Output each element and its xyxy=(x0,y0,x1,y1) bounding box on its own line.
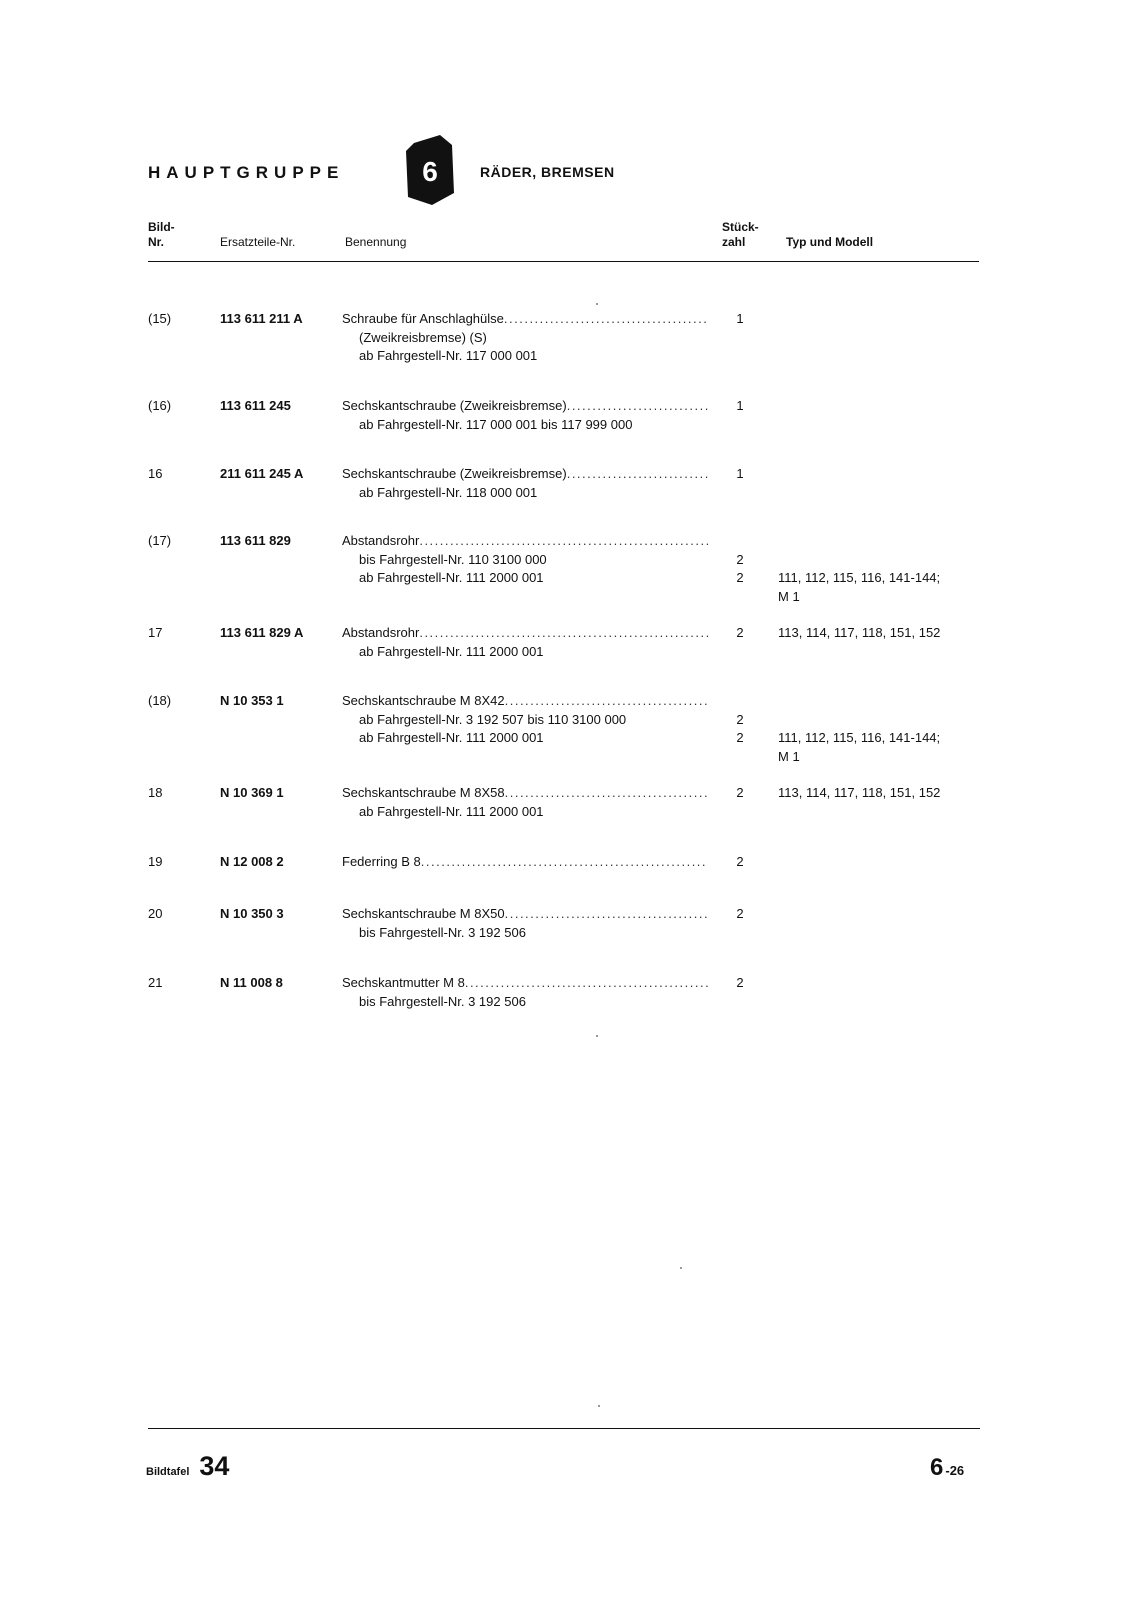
part-quantity xyxy=(730,784,750,803)
part-quantity xyxy=(730,397,750,416)
part-remark: bis Fahrgestell-Nr. 3 192 506 xyxy=(359,924,526,940)
leader-dots xyxy=(504,310,708,329)
part-bild-nr: 17 xyxy=(148,625,163,640)
part-quantity xyxy=(730,465,750,484)
part-number: 113 611 245 xyxy=(220,398,291,413)
part-number: N 11 008 8 xyxy=(220,975,283,990)
part-quantity xyxy=(730,624,750,643)
section-title: RÄDER, BREMSEN xyxy=(480,164,615,180)
leader-dots xyxy=(505,784,708,803)
part-description xyxy=(342,397,862,434)
col-typ-header: Typ und Modell xyxy=(786,235,874,249)
quantity-value: 1 xyxy=(736,466,744,481)
part-bild-nr: (15) xyxy=(148,311,172,326)
part-name: Federring B 8 xyxy=(342,854,421,869)
part-quantity xyxy=(730,853,750,872)
part-bild-nr: 18 xyxy=(148,785,163,800)
quantity-value: 2 xyxy=(736,854,744,869)
quantity-spacer xyxy=(730,692,750,711)
part-remark: ab Fahrgestell-Nr. 111 2000 001 xyxy=(359,803,544,819)
quantity-value: 2 xyxy=(736,570,744,585)
col-stueck-header xyxy=(722,220,759,250)
page-minor: -26 xyxy=(945,1463,965,1478)
part-number: 211 611 245 A xyxy=(220,466,304,481)
part-description xyxy=(342,465,862,502)
part-number: 113 611 829 xyxy=(220,533,291,548)
part-remark: ab Fahrgestell-Nr. 111 2000 001 xyxy=(359,730,544,745)
col-stueck-line1: Stück- xyxy=(722,220,759,234)
part-bild-nr: 21 xyxy=(148,975,163,990)
leader-dots xyxy=(465,974,708,993)
part-name: Sechskantschraube M 8X42 xyxy=(342,693,505,708)
part-remark: ab Fahrgestell-Nr. 111 2000 001 xyxy=(359,570,544,585)
part-model-types xyxy=(778,624,988,643)
col-bild-header xyxy=(148,220,175,250)
part-name: Sechskantschraube (Zweikreisbremse) xyxy=(342,466,567,481)
part-name: Sechskantschraube M 8X50 xyxy=(342,906,505,921)
col-ersatzteil-header: Ersatzteile-Nr. xyxy=(220,235,296,249)
part-name: Sechskantschraube (Zweikreisbremse) xyxy=(342,398,567,413)
part-number: N 10 353 1 xyxy=(220,693,284,708)
leader-dots xyxy=(419,532,708,551)
part-name: Sechskantmutter M 8 xyxy=(342,975,465,990)
print-speck xyxy=(680,1267,682,1269)
quantity-value: 1 xyxy=(736,398,744,413)
part-remark: (Zweikreisbremse) (S) xyxy=(359,329,487,345)
part-bild-nr: (16) xyxy=(148,398,172,413)
part-number: N 10 350 3 xyxy=(220,906,284,921)
col-benennung-header: Benennung xyxy=(345,235,407,249)
model-types-spacer xyxy=(778,692,988,711)
page-header xyxy=(148,135,978,205)
group-number: 6 xyxy=(422,156,438,187)
col-bild-line1: Bild- xyxy=(148,220,175,234)
plate-label: Bildtafel xyxy=(146,1466,190,1478)
part-bild-nr: 20 xyxy=(148,906,163,921)
part-quantity xyxy=(730,532,750,588)
part-number: N 12 008 2 xyxy=(220,854,284,869)
part-number: 113 611 829 A xyxy=(220,625,304,640)
quantity-value: 2 xyxy=(736,975,744,990)
leader-dots xyxy=(421,853,708,872)
part-remark: bis Fahrgestell-Nr. 3 192 506 xyxy=(359,993,526,1009)
leader-dots xyxy=(567,465,708,484)
part-name: Abstandsrohr xyxy=(342,533,420,548)
quantity-value: 1 xyxy=(736,311,744,326)
col-stueck-line2: zahl xyxy=(722,235,746,249)
model-types-value: 113, 114, 117, 118, 151, 152 xyxy=(778,625,941,640)
part-description xyxy=(342,853,862,872)
quantity-value: 2 xyxy=(736,711,744,727)
part-name: Abstandsrohr xyxy=(342,625,420,640)
part-model-types xyxy=(778,532,988,606)
part-remark: ab Fahrgestell-Nr. 3 192 507 bis 110 3100 000 xyxy=(359,711,627,727)
leader-dots xyxy=(567,397,708,416)
part-remark: ab Fahrgestell-Nr. 111 2000 001 xyxy=(359,643,544,659)
part-model-types xyxy=(778,784,988,803)
quantity-value: 2 xyxy=(736,625,744,640)
group-number-badge xyxy=(400,135,460,205)
print-speck xyxy=(598,1405,600,1407)
col-bild-line2: Nr. xyxy=(148,235,165,249)
print-speck xyxy=(596,303,598,305)
part-number: N 10 369 1 xyxy=(220,785,284,800)
quantity-spacer xyxy=(730,532,750,551)
print-speck xyxy=(596,1035,598,1037)
model-types-value: 111, 112, 115, 116, 141-144; xyxy=(778,730,941,745)
model-types-value: 111, 112, 115, 116, 141-144; xyxy=(778,570,941,585)
main-group-label: HAUPTGRUPPE xyxy=(148,163,345,182)
footer-rule xyxy=(148,1428,980,1429)
leader-dots xyxy=(505,692,708,711)
footer-plate xyxy=(146,1451,229,1482)
quantity-value: 2 xyxy=(736,785,744,800)
quantity-value: 2 xyxy=(736,906,744,921)
part-quantity xyxy=(730,974,750,993)
part-bild-nr: 19 xyxy=(148,854,163,869)
model-types-value xyxy=(778,551,988,570)
plate-number: 34 xyxy=(199,1451,230,1481)
part-remark: bis Fahrgestell-Nr. 110 3100 000 xyxy=(359,551,547,567)
model-types-spacer xyxy=(778,532,988,551)
part-number: 113 611 211 A xyxy=(220,311,303,326)
part-name: Schraube für Anschlaghülse xyxy=(342,311,504,326)
quantity-value: 2 xyxy=(736,551,744,567)
part-name: Sechskantschraube M 8X58 xyxy=(342,785,505,800)
leader-dots xyxy=(419,624,708,643)
header-rule xyxy=(148,261,979,262)
part-description xyxy=(342,974,862,1011)
page-major: 6 xyxy=(930,1454,944,1481)
part-bild-nr: 16 xyxy=(148,466,163,481)
page-number xyxy=(930,1454,964,1482)
model-types-extra: M 1 xyxy=(778,748,800,764)
part-quantity xyxy=(730,905,750,924)
leader-dots xyxy=(505,905,708,924)
model-types-value xyxy=(778,711,988,730)
part-bild-nr: (17) xyxy=(148,533,172,548)
part-bild-nr: (18) xyxy=(148,693,172,708)
quantity-value: 2 xyxy=(736,730,744,745)
part-model-types xyxy=(778,692,988,766)
part-quantity xyxy=(730,692,750,748)
part-quantity xyxy=(730,310,750,329)
part-remark: ab Fahrgestell-Nr. 118 000 001 xyxy=(359,484,538,500)
part-description xyxy=(342,310,862,366)
part-remark: ab Fahrgestell-Nr. 117 000 001 bis 117 999 000 xyxy=(359,416,633,432)
model-types-value: 113, 114, 117, 118, 151, 152 xyxy=(778,785,941,800)
part-remark: ab Fahrgestell-Nr. 117 000 001 xyxy=(359,348,538,363)
model-types-extra: M 1 xyxy=(778,588,800,604)
part-description xyxy=(342,905,862,942)
